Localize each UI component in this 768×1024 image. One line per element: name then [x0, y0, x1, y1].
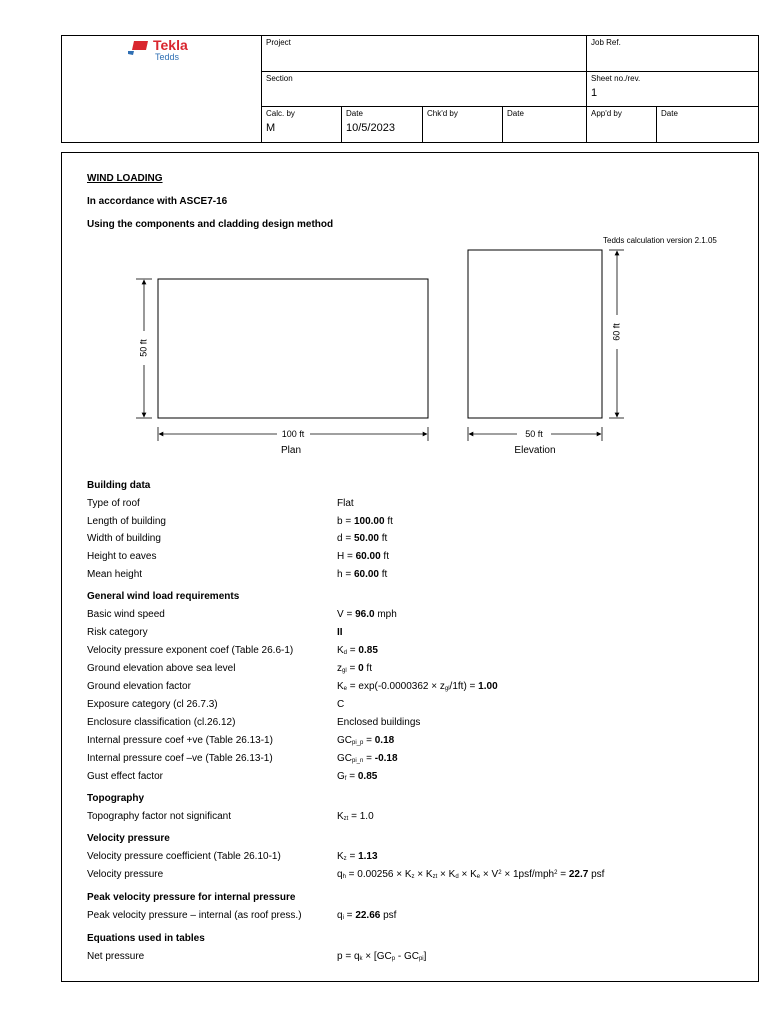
wind-speed-label: Basic wind speed — [87, 609, 165, 620]
job-ref-cell — [587, 36, 758, 72]
net-pressure-value: $p = q_k \times [GC_p - GC_{pi}]$ — [337, 951, 427, 962]
plan-caption: Plan — [280, 445, 302, 456]
ke-label: Ground elevation factor — [87, 681, 191, 692]
gust-label: Gust effect factor — [87, 771, 163, 782]
exposure-value: C — [337, 699, 345, 710]
gust-value: $G_f = 0.85$ — [337, 771, 378, 782]
appd-date-cell — [657, 107, 758, 142]
qi-value: $q_i = 22.66$ psf — [337, 910, 397, 921]
section-cell — [262, 72, 587, 107]
enclosure-label: Enclosure classification (cl.26.12) — [87, 717, 236, 728]
width-label: Width of building — [87, 533, 161, 544]
plan-outline — [158, 279, 428, 418]
roof-type-label: Type of roof — [87, 498, 140, 509]
elevation-height-label: 60 ft — [611, 323, 622, 341]
chkd-by-cell — [423, 107, 503, 142]
tekla-logo — [128, 38, 208, 64]
topography-label: Topography factor not significant — [87, 811, 231, 822]
ground-elevation-label: Ground elevation above sea level — [87, 663, 236, 674]
sheet-value: 1 — [591, 87, 598, 99]
date-cell — [342, 107, 423, 142]
kd-value: $K_d = 0.85$ — [337, 645, 378, 656]
mean-height-value: h = 60.00 ft — [337, 569, 388, 580]
width-value: d = 50.00 ft — [337, 533, 388, 544]
chkd-date-cell — [503, 107, 587, 142]
elevation-width-label: 50 ft — [525, 429, 543, 439]
length-value: b = 100.00 ft — [337, 516, 393, 527]
elevation-outline — [468, 250, 602, 418]
logo-brand: Tekla — [153, 37, 188, 53]
project-label: Project — [266, 38, 291, 47]
length-label: Length of building — [87, 516, 166, 527]
ke-value: $K_e = \exp(-0.0000362 \times z_{gl}/1ft) = 1.00$ — [337, 681, 498, 692]
chkd-by-label: Chk'd by — [427, 109, 458, 118]
section-topography: Topography — [87, 793, 145, 804]
calc-sheet-header — [61, 35, 759, 143]
project-cell — [262, 36, 587, 72]
elevation-caption: Elevation — [514, 445, 556, 456]
qh-label: Velocity pressure — [87, 869, 164, 880]
enclosure-value: Enclosed buildings — [337, 717, 421, 728]
plan-width-label: 100 ft — [281, 429, 305, 439]
section-building-data: Building data — [87, 480, 151, 491]
mean-height-label: Mean height — [87, 569, 143, 580]
gcpi-neg-value: $GC_{pi\_n} = -0.18$ — [337, 753, 398, 764]
calc-by-value: M — [266, 122, 276, 134]
logo-sub: Tedds — [155, 52, 180, 62]
ground-elevation-value: $z_{gl} = 0$ ft — [337, 663, 372, 674]
appd-by-cell — [587, 107, 657, 142]
logo-cell — [62, 36, 262, 142]
gcpi-pos-label: Internal pressure coef +ve (Table 26.13-1) — [87, 735, 273, 746]
roof-type-value: Flat — [337, 498, 354, 509]
chkd-date-label: Date — [507, 109, 524, 118]
building-diagram — [62, 153, 760, 463]
eaves-label: Height to eaves — [87, 551, 157, 562]
topography-value: $K_{zt} = 1.0$ — [337, 811, 374, 822]
kd-label: Velocity pressure exponent coef (Table 26.6-1) — [87, 645, 294, 656]
kz-value: $K_z = 1.13$ — [337, 851, 378, 862]
sheet-label: Sheet no./rev. — [591, 74, 641, 83]
sheet-cell — [587, 72, 758, 107]
gcpi-neg-label: Internal pressure coef –ve (Table 26.13-1) — [87, 753, 273, 764]
eaves-value: H = 60.00 ft — [337, 551, 389, 562]
method-line: Using the components and cladding design method — [87, 219, 334, 230]
section-equations: Equations used in tables — [87, 933, 205, 944]
calc-body — [61, 152, 759, 982]
gcpi-pos-value: $GC_{pi\_p} = 0.18$ — [337, 735, 395, 746]
main-heading: WIND LOADING — [87, 173, 163, 184]
version-text: Tedds calculation version 2.1.05 — [603, 236, 717, 245]
appd-date-label: Date — [661, 109, 678, 118]
section-label: Section — [266, 74, 293, 83]
risk-value: II — [337, 627, 343, 638]
risk-label: Risk category — [87, 627, 148, 638]
section-general: General wind load requirements — [87, 591, 240, 602]
qh-value: $q_h = 0.00256 \times K_z \times K_{zt} \times K_d \times K_e \times V^2 \times 1psf/mph^2 = 22.7$ psf — [337, 869, 605, 880]
section-peak: Peak velocity pressure for internal pressure — [87, 892, 296, 903]
standard-line: In accordance with ASCE7-16 — [87, 196, 228, 207]
job-ref-label: Job Ref. — [591, 38, 621, 47]
exposure-label: Exposure category (cl 26.7.3) — [87, 699, 218, 710]
appd-by-label: App'd by — [591, 109, 622, 118]
date-value: 10/5/2023 — [346, 122, 395, 134]
section-velocity: Velocity pressure — [87, 833, 170, 844]
kz-label: Velocity pressure coefficient (Table 26.10-1) — [87, 851, 281, 862]
qi-label: Peak velocity pressure – internal (as roof press.) — [87, 910, 302, 921]
tekla-logo-icon — [128, 41, 150, 55]
plan-depth-label: 50 ft — [138, 339, 149, 357]
net-pressure-label: Net pressure — [87, 951, 145, 962]
calc-by-label: Calc. by — [266, 109, 295, 118]
calc-by-cell — [262, 107, 342, 142]
date-label: Date — [346, 109, 363, 118]
wind-speed-value: V = 96.0 mph — [337, 609, 397, 620]
